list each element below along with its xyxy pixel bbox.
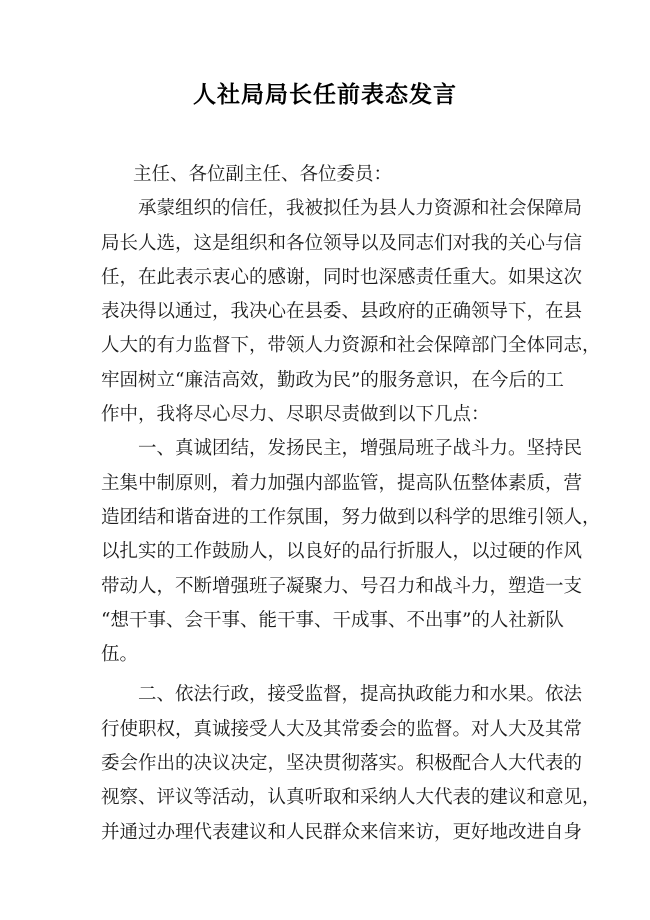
document-title: 人社局局长任前表态发言 xyxy=(193,82,457,108)
paragraph-1-line-5: 人大的有力监督下，带领人力资源和社会保障部门全体同志， xyxy=(101,335,601,357)
paragraph-3-line-4: 视察、评议等活动，认真听取和采纳人大代表的建议和意见， xyxy=(101,787,601,809)
paragraph-1-line-7: 作中，我将尽心尽力、尽职尽责做到以下几点： xyxy=(101,404,490,426)
paragraph-1-line-6: 牢固树立“廉洁高效，勤政为民”的服务意识，在今后的工 xyxy=(101,369,564,391)
greeting-line: 主任、各位副主任、各位委员： xyxy=(133,164,393,185)
paragraph-1-line-2: 局长人选，这是组织和各位领导以及同志们对我的关心与信 xyxy=(101,232,583,254)
paragraph-2-line-3: 造团结和谐奋进的工作氛围，努力做到以科学的思维引领人， xyxy=(101,506,601,528)
paragraph-1-line-4: 表决得以通过，我决心在县委、县政府的正确领导下，在县 xyxy=(101,301,583,323)
paragraph-2-line-4: 以扎实的工作鼓励人，以良好的品行折服人，以过硬的作风 xyxy=(101,541,583,563)
paragraph-2-line-1: 一、真诚团结，发扬民主，增强局班子战斗力。坚持民 xyxy=(138,438,583,460)
paragraph-3-line-3: 委会作出的决议决定，坚决贯彻落实。积极配合人大代表的 xyxy=(101,753,583,775)
paragraph-2-line-5: 带动人，不断增强班子凝聚力、号召力和战斗力，塑造一支 xyxy=(101,575,583,597)
paragraph-2-line-7: 伍。 xyxy=(101,644,139,666)
paragraph-3-line-1: 二、依法行政，接受监督，提高执政能力和水果。依法 xyxy=(138,684,583,706)
paragraph-1-line-3: 任，在此表示衷心的感谢，同时也深感责任重大。如果这次 xyxy=(101,266,583,288)
paragraph-3-line-5: 并通过办理代表建议和人民群众来信来访，更好地改进自身 xyxy=(101,821,583,843)
paragraph-1-line-1: 承蒙组织的信任，我被拟任为县人力资源和社会保障局 xyxy=(138,198,583,220)
document-body xyxy=(101,158,601,850)
paragraph-2-line-6: “想干事、会干事、能干事、干成事、不出事”的人社新队 xyxy=(101,609,564,631)
paragraph-2-line-2: 主集中制原则，着力加强内部监管，提高队伍整体素质，营 xyxy=(101,472,583,494)
paragraph-3-line-2: 行使职权，真诚接受人大及其常委会的监督。对人大及其常 xyxy=(101,718,583,740)
